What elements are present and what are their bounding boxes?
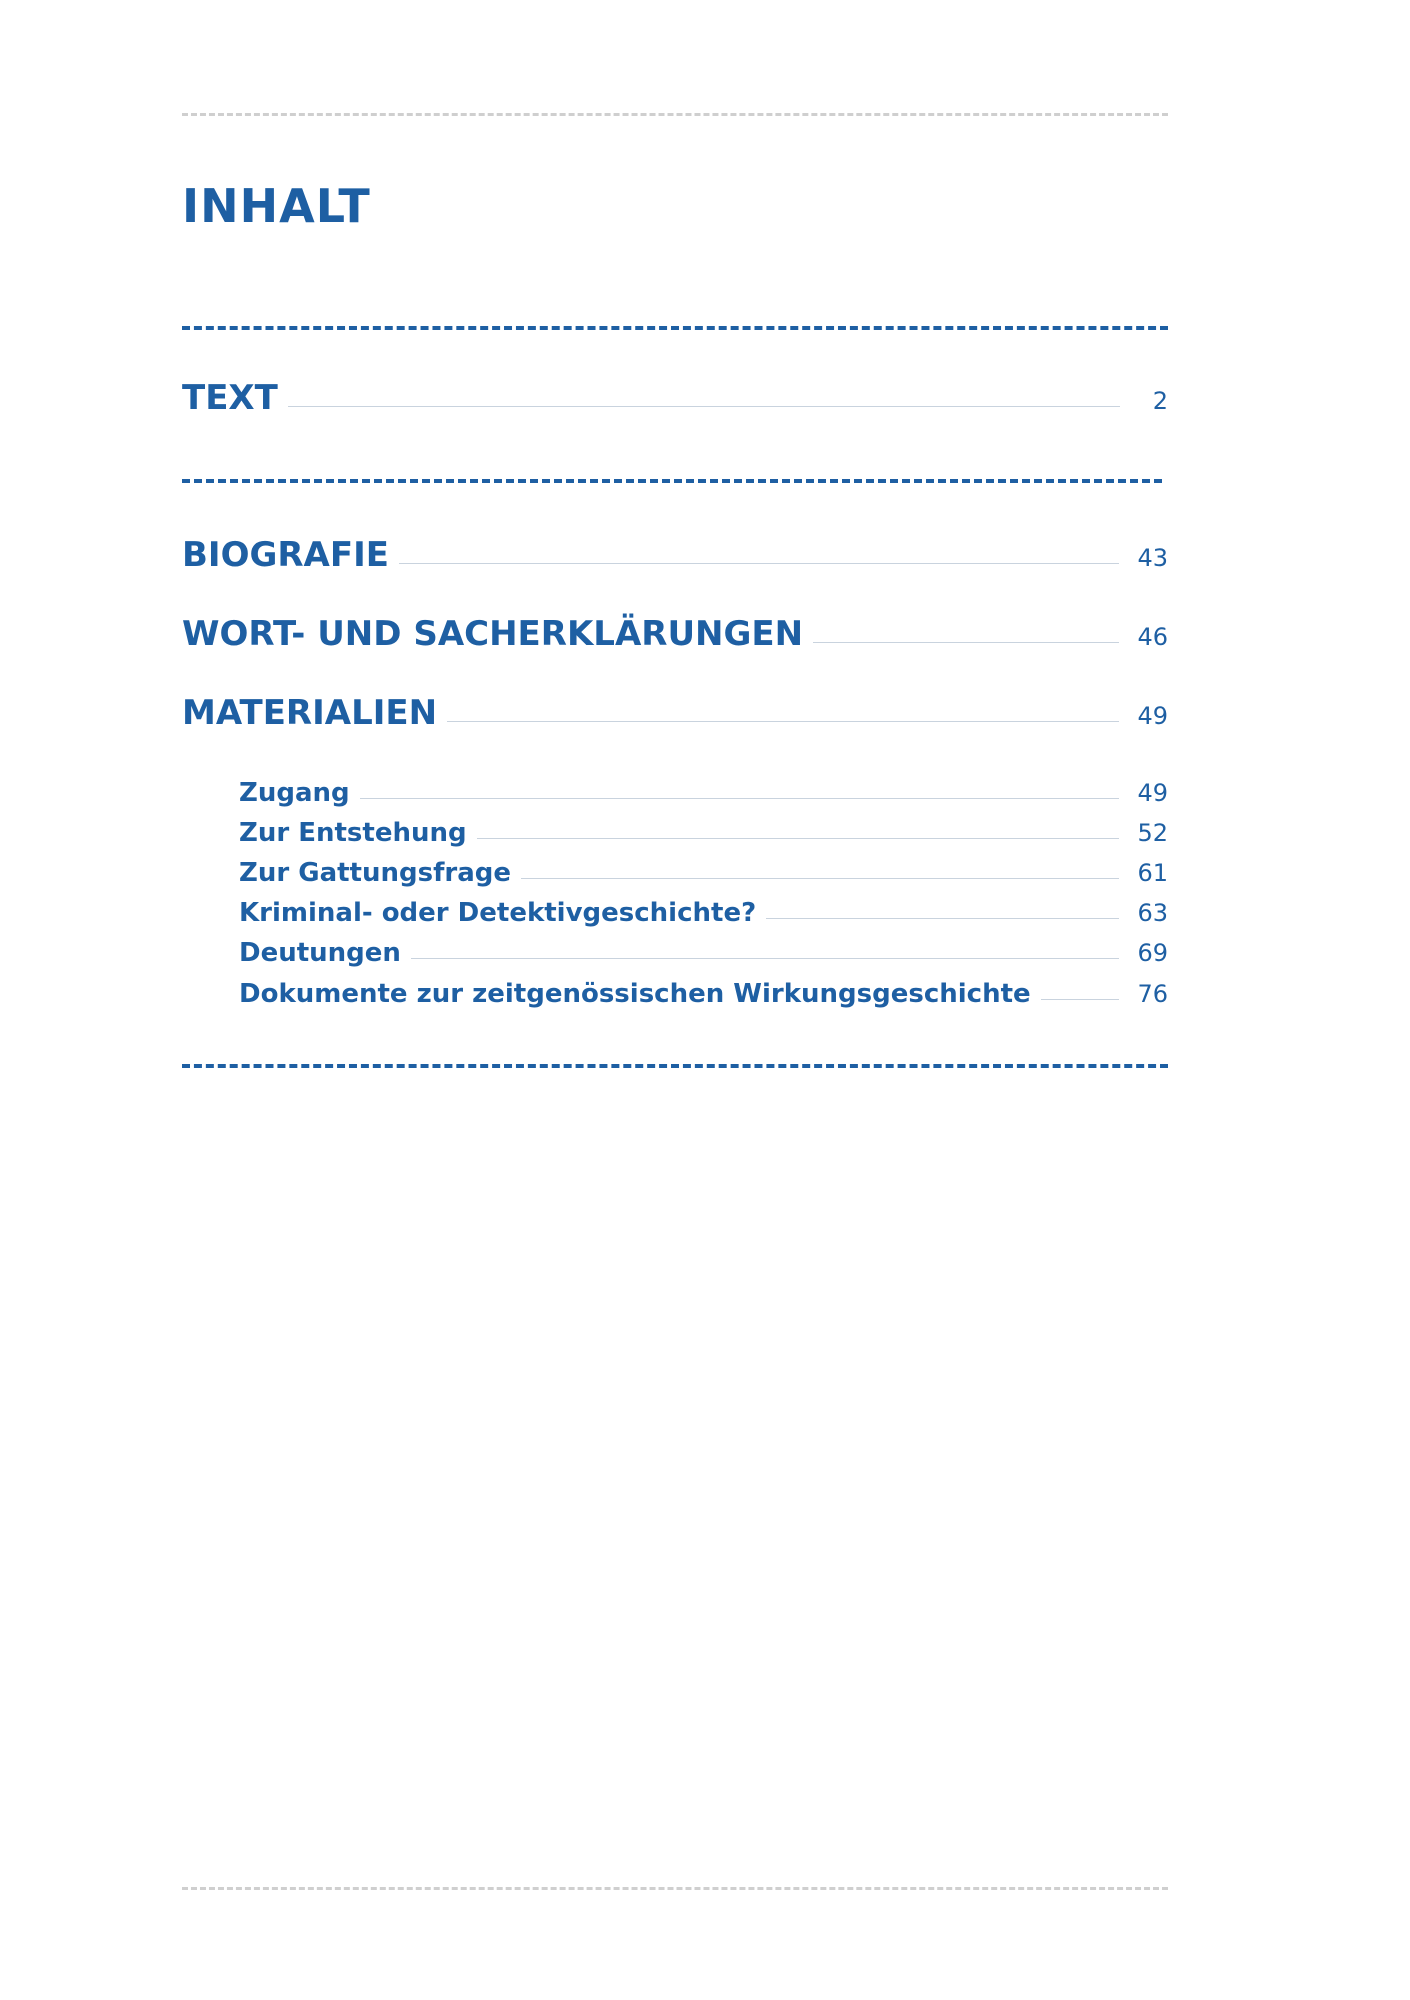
toc-subentry-zur-gattungsfrage[interactable] [239, 858, 1168, 888]
top-divider [182, 113, 1168, 116]
toc-subentry-label: Kriminal- oder Detektivgeschichte? [239, 898, 757, 928]
page-title: INHALT [182, 179, 371, 233]
leader-line [447, 721, 1119, 722]
leader-line [399, 563, 1119, 564]
leader-line [766, 918, 1119, 919]
toc-subentry-dokumente-wirkungsgeschichte[interactable] [239, 979, 1168, 1009]
toc-entry-materialien[interactable] [182, 693, 1168, 733]
leader-line [813, 642, 1119, 643]
leader-line [288, 406, 1120, 407]
toc-subentry-deutungen[interactable] [239, 938, 1168, 968]
leader-line [1041, 999, 1120, 1000]
toc-entry-page: 49 [1137, 702, 1168, 730]
toc-subentry-page: 76 [1137, 980, 1168, 1008]
toc-subentry-page: 52 [1137, 819, 1168, 847]
toc-subentry-label: Zur Gattungsfrage [239, 858, 512, 888]
leader-line [360, 798, 1120, 799]
toc-subentry-zugang[interactable] [239, 778, 1168, 808]
section-divider-3 [182, 1064, 1168, 1068]
toc-entry-label: TEXT [182, 378, 278, 418]
toc-subentry-kriminal-oder-detektivgeschichte[interactable] [239, 898, 1168, 928]
section-divider-1 [182, 326, 1168, 330]
toc-entry-label: MATERIALIEN [182, 693, 438, 733]
leader-line [411, 958, 1120, 959]
toc-entry-page: 43 [1137, 544, 1168, 572]
toc-entry-page: 46 [1137, 623, 1168, 651]
toc-subentry-page: 69 [1137, 939, 1168, 967]
toc-entry-page: 2 [1152, 387, 1168, 415]
toc-subentry-label: Dokumente zur zeitgenössischen Wirkungsgeschichte [239, 979, 1031, 1009]
toc-subentry-zur-entstehung[interactable] [239, 818, 1168, 848]
toc-subentry-page: 63 [1137, 899, 1168, 927]
toc-subentry-page: 49 [1137, 779, 1168, 807]
toc-entry-text[interactable] [182, 378, 1168, 418]
section-divider-2 [182, 479, 1162, 483]
toc-entry-biografie[interactable] [182, 535, 1168, 575]
toc-subentry-label: Zugang [239, 778, 350, 808]
toc-subentry-page: 61 [1137, 859, 1168, 887]
bottom-divider [182, 1887, 1168, 1890]
leader-line [477, 838, 1120, 839]
toc-entry-label: WORT- UND SACHERKLÄRUNGEN [182, 614, 804, 654]
toc-entry-label: BIOGRAFIE [182, 535, 389, 575]
toc-entry-wort-und-sacherklaerungen[interactable] [182, 614, 1168, 654]
leader-line [521, 878, 1119, 879]
toc-subentry-label: Zur Entstehung [239, 818, 467, 848]
toc-subentry-label: Deutungen [239, 938, 401, 968]
